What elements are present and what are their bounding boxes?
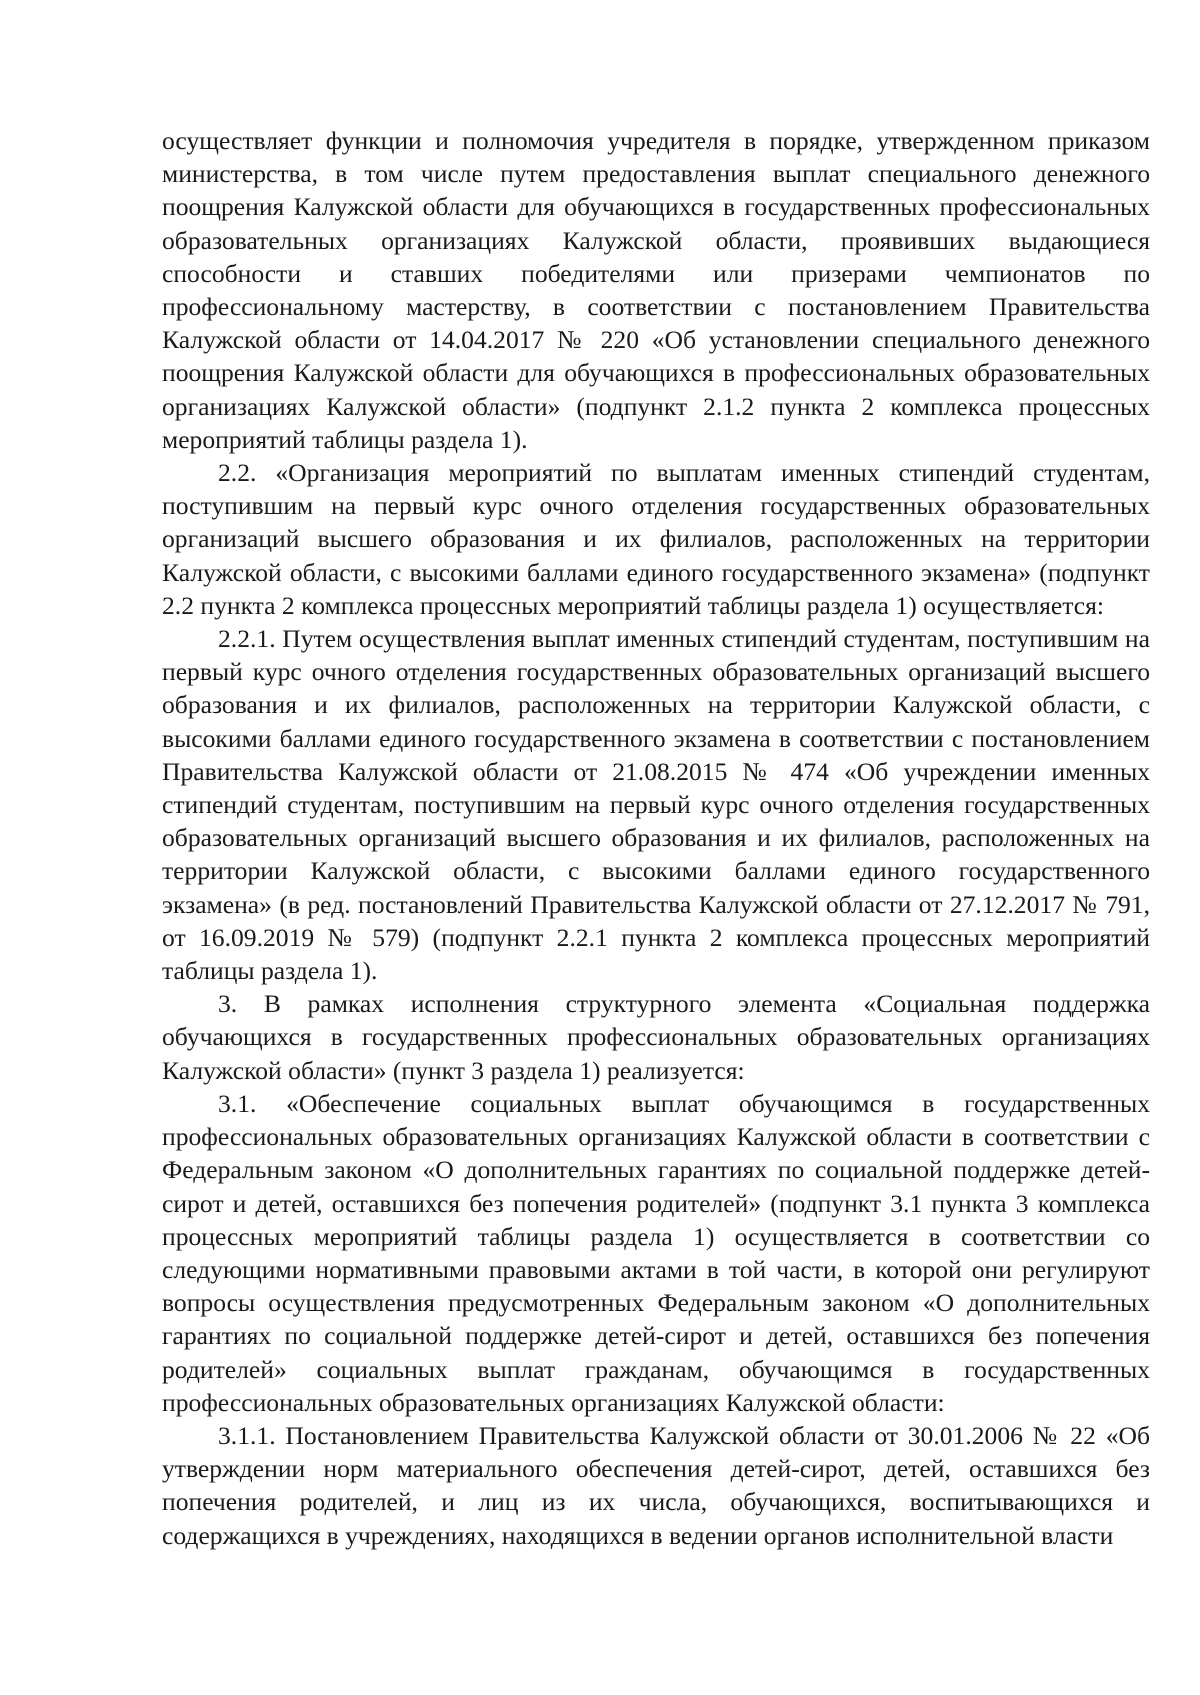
paragraph-2-2: 2.2. «Организация мероприятий по выплатам именных стипендий студентам, поступившим на первый курс очного отделения государственных образовательных организаций высшего образования и их филиалов, расположенных на территории Калужской области, с высокими баллами единого государственного экзамена» (подпункт 2.2 пункта 2 комплекса процессных мероприятий таблицы раздела 1) осуществляется:: [162, 458, 1150, 620]
document-body: [162, 124, 1150, 1552]
paragraph-2-2-1: 2.2.1. Путем осуществления выплат именных стипендий студентам, поступившим на первый курс очного отделения государственных образовательных организаций высшего образования и их филиалов, расположенных на территории Калужской области, с высокими баллами единого государственного экзамена в соответствии с постановлением Правительства Калужской области от 21.08.2015 № 474 «Об учреждении именных стипендий студентам, поступившим на первый курс очного отделения государственных образовательных организаций высшего образования и их филиалов, расположенных на территории Калужской области, с высокими баллами единого государственного экзамена» (в ред. постановлений Правительства Калужской области от 27.12.2017 № 791, от 16.09.2019 № 579) (подпункт 2.2.1 пункта 2 комплекса процессных мероприятий таблицы раздела 1).: [162, 624, 1150, 986]
paragraph-3: 3. В рамках исполнения структурного элемента «Социальная поддержка обучающихся в государственных профессиональных образовательных организациях Калужской области» (пункт 3 раздела 1) реализуется:: [162, 989, 1150, 1085]
paragraph-continuation: осуществляет функции и полномочия учредителя в порядке, утвержденном приказом министерства, в том числе путем предоставления выплат специального денежного поощрения Калужской области для обучающихся в государственных профессиональных образовательных организациях Калужской области, проявивших выдающиеся способности и ставших победителями или призерами чемпионатов по профессиональному мастерству, в соответствии с постановлением Правительства Калужской области от 14.04.2017 № 220 «Об установлении специального денежного поощрения Калужской области для обучающихся в профессиональных образовательных организациях Калужской области» (подпункт 2.1.2 пункта 2 комплекса процессных мероприятий таблицы раздела 1).: [162, 126, 1150, 454]
paragraph-3-1: 3.1. «Обеспечение социальных выплат обучающимся в государственных профессиональных образовательных организациях Калужской области в соответствии с Федеральным законом «О дополнительных гарантиях по социальной поддержке детей-сирот и детей, оставшихся без попечения родителей» (подпункт 3.1 пункта 3 комплекса процессных мероприятий таблицы раздела 1) осуществляется в соответствии со следующими нормативными правовыми актами в той части, в которой они регулируют вопросы осуществления предусмотренных Федеральным законом «О дополнительных гарантиях по социальной поддержке детей-сирот и детей, оставшихся без попечения родителей» социальных выплат гражданам, обучающимся в государственных профессиональных образовательных организациях Калужской области:: [162, 1088, 1150, 1417]
paragraph-3-1-1: 3.1.1. Постановлением Правительства Калужской области от 30.01.2006 № 22 «Об утверждении норм материального обеспечения детей-сирот, детей, оставшихся без попечения родителей, и лиц из их числа, обучающихся, воспитывающихся и содержащихся в учреждениях, находящихся в ведении органов исполнительной власти: [162, 1420, 1150, 1550]
